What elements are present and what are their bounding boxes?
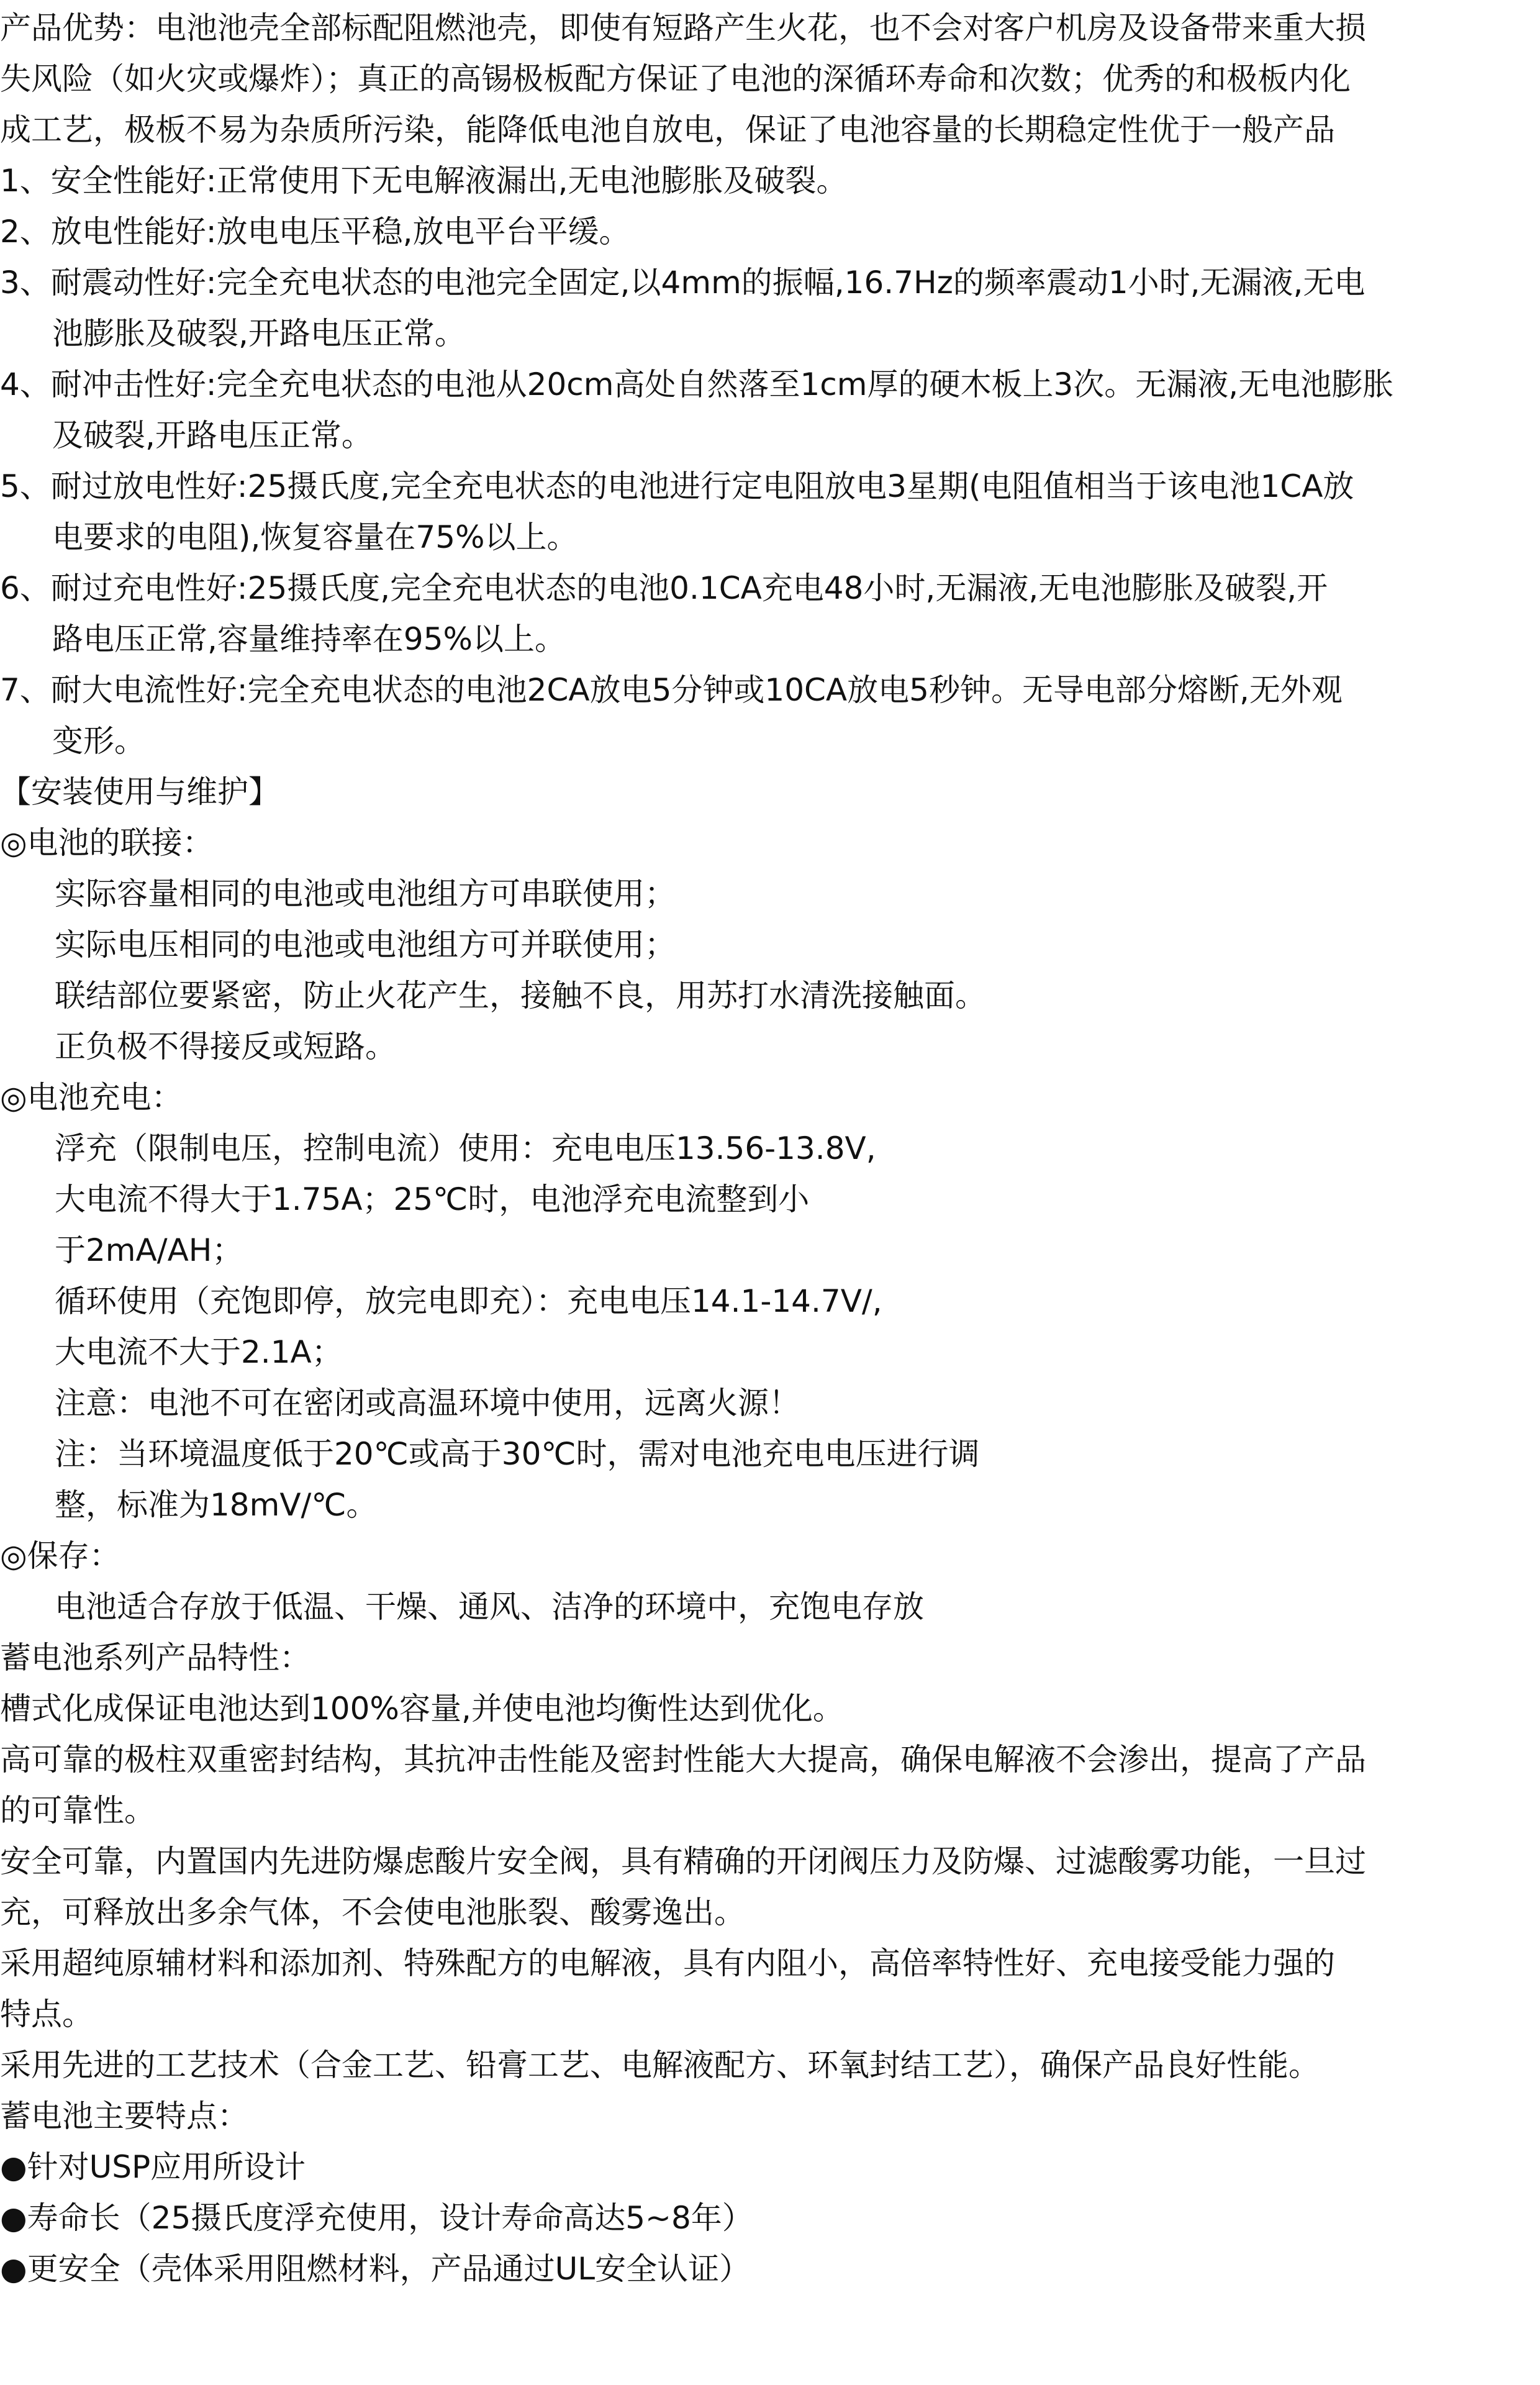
charging-heading: ◎电池充电： xyxy=(0,1079,183,1115)
bullet-item: ●寿命长（25摄氏度浮充使用，设计寿命高达5~8年） xyxy=(0,2200,753,2236)
storage-heading: ◎保存： xyxy=(0,1538,120,1574)
charging-item: 注意：电池不可在密闭或高温环境中使用，远离火源！ xyxy=(55,1385,800,1421)
feature-item-5: 5、耐过放电性好:25摄氏度,完全充电状态的电池进行定电阻放电3星期(电阻值相当于该电池1CA放 xyxy=(0,468,1354,504)
intro-line: 失风险（如火灾或爆炸）；真正的高锡极板配方保证了电池的深循环寿命和次数；优秀的和极板内化 xyxy=(0,61,1351,97)
series-line: 高可靠的极柱双重密封结构，其抗冲击性能及密封性能大大提高，确保电解液不会渗出，提高了产品 xyxy=(0,1742,1366,1778)
charging-item: 于2mA/AH； xyxy=(55,1232,243,1268)
feature-item-6-cont: 路电压正常,容量维持率在95%以上。 xyxy=(52,621,566,657)
bullet-item: ●针对USP应用所设计 xyxy=(0,2149,306,2185)
charging-item: 大电流不大于2.1A； xyxy=(55,1334,343,1370)
bullet-item: ●更安全（壳体采用阻燃材料，产品通过UL安全认证） xyxy=(0,2251,751,2287)
feature-item-4-cont: 及破裂,开路电压正常。 xyxy=(52,417,373,453)
charging-item: 浮充（限制电压，控制电流）使用：充电电压13.56-13.8V, xyxy=(55,1130,876,1166)
series-line: 充，可释放出多余气体，不会使电池胀裂、酸雾逸出。 xyxy=(0,1894,745,1930)
feature-item-2: 2、放电性能好:放电电压平稳,放电平台平缓。 xyxy=(0,214,630,250)
feature-item-6: 6、耐过充电性好:25摄氏度,完全充电状态的电池0.1CA充电48小时,无漏液,无电池膨胀及破裂,开 xyxy=(0,570,1328,606)
connection-item: 实际电压相同的电池或电池组方可并联使用； xyxy=(55,927,676,963)
feature-item-5-cont: 电要求的电阻),恢复容量在75%以上。 xyxy=(52,519,578,555)
charging-item: 大电流不得大于1.75A；25℃时，电池浮充电流整到小 xyxy=(55,1181,810,1217)
connection-item: 实际容量相同的电池或电池组方可串联使用； xyxy=(55,876,676,912)
series-line: 的可靠性。 xyxy=(0,1792,155,1828)
series-line: 特点。 xyxy=(0,1996,93,2032)
feature-item-7-cont: 变形。 xyxy=(52,723,145,759)
series-line: 采用超纯原辅材料和添加剂、特殊配方的电解液，具有内阻小，高倍率特性好、充电接受能力强的 xyxy=(0,1945,1335,1981)
intro-line: 成工艺，极板不易为杂质所污染，能降低电池自放电，保证了电池容量的长期稳定性优于一般产品 xyxy=(0,112,1335,148)
series-heading: 蓄电池系列产品特性： xyxy=(0,1640,310,1676)
connection-heading: ◎电池的联接： xyxy=(0,825,214,861)
connection-item: 联结部位要紧密，防止火花产生，接触不良，用苏打水清洗接触面。 xyxy=(55,978,986,1014)
storage-item: 电池适合存放于低温、干燥、通风、洁净的环境中，充饱电存放 xyxy=(55,1589,924,1625)
connection-item: 正负极不得接反或短路。 xyxy=(55,1029,396,1065)
series-line: 采用先进的工艺技术（合金工艺、铅膏工艺、电解液配方、环氧封结工艺），确保产品良好性能。 xyxy=(0,2047,1320,2083)
feature-item-7: 7、耐大电流性好:完全充电状态的电池2CA放电5分钟或10CA放电5秒钟。无导电部分熔断,无外观 xyxy=(0,672,1343,708)
charging-item: 注：当环境温度低于20℃或高于30℃时，需对电池充电电压进行调 xyxy=(55,1436,980,1472)
feature-item-1: 1、安全性能好:正常使用下无电解液漏出,无电池膨胀及破裂。 xyxy=(0,163,848,199)
section-title: 【安装使用与维护】 xyxy=(0,774,279,810)
main-features-heading: 蓄电池主要特点： xyxy=(0,2098,248,2134)
feature-item-4: 4、耐冲击性好:完全充电状态的电池从20cm高处自然落至1cm厚的硬木板上3次。无漏液,无电池膨胀 xyxy=(0,366,1394,402)
feature-item-3: 3、耐震动性好:完全充电状态的电池完全固定,以4mm的振幅,16.7Hz的频率震动1小时,无漏液,无电 xyxy=(0,265,1366,301)
feature-item-3-cont: 池膨胀及破裂,开路电压正常。 xyxy=(52,316,466,352)
intro-line: 产品优势：电池池壳全部标配阻燃池壳，即使有短路产生火花，也不会对客户机房及设备带来重大损 xyxy=(0,10,1366,46)
series-line: 安全可靠，内置国内先进防爆虑酸片安全阀，具有精确的开闭阀压力及防爆、过滤酸雾功能，一旦过 xyxy=(0,1843,1366,1879)
charging-item: 循环使用（充饱即停，放完电即充）：充电电压14.1-14.7V/, xyxy=(55,1283,882,1319)
series-line: 槽式化成保证电池达到100%容量,并使电池均衡性达到优化。 xyxy=(0,1691,844,1727)
charging-item: 整，标准为18mV/℃。 xyxy=(55,1487,378,1523)
